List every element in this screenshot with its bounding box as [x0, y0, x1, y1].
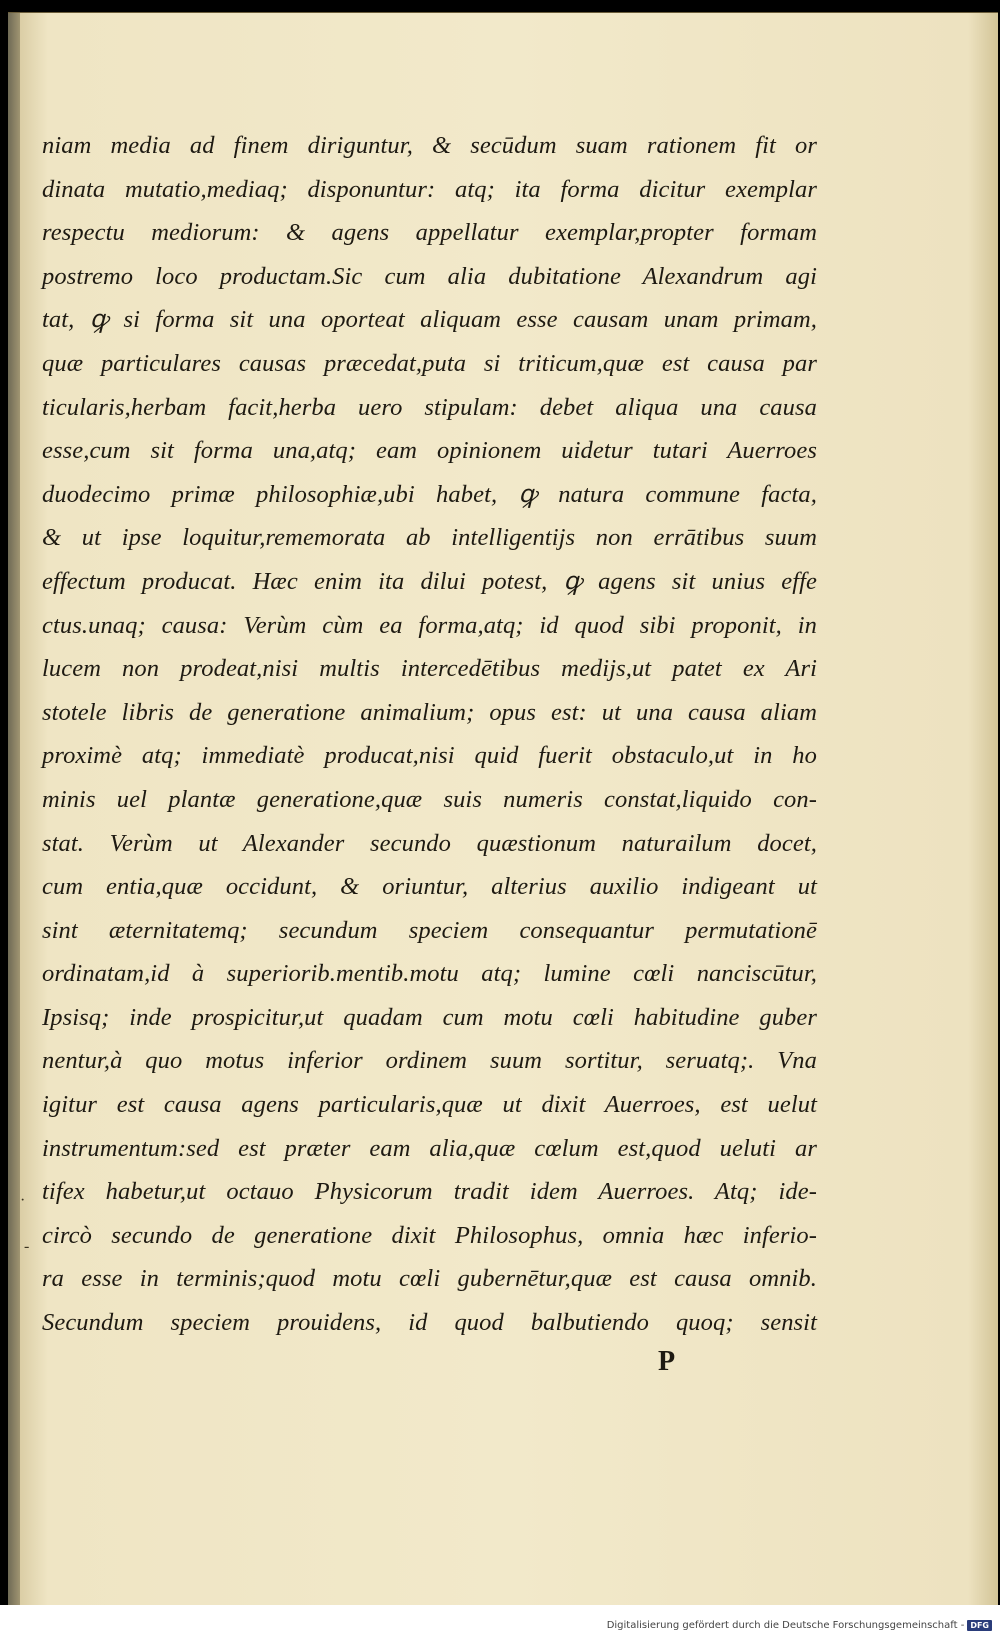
text-line: instrumentum:sed est præter eam alia,quæ cœlum est,quod ueluti ar — [42, 1134, 817, 1162]
text-line: duodecimo primæ philosophiæ,ubi habet, ꝙ natura commune facta, — [42, 480, 817, 508]
text-line: ctus.unaq; causa: Verùm cùm ea forma,atq; id quod sibi proponit, in — [42, 611, 817, 639]
funding-note: Digitalisierung gefördert durch die Deutsche Forschungsgemeinschaft - — [606, 1620, 965, 1631]
text-line: niam media ad finem diriguntur, & secūdum suam rationem fit or — [42, 132, 817, 159]
text-line: ra esse in terminis;quod motu cœli gubernētur,quæ est causa omnib. — [42, 1265, 817, 1293]
text-line: stotele libris de generatione animalium; opus est: ut una causa aliam — [42, 698, 817, 726]
text-line: circò secundo de generatione dixit Philosophus, omnia hæc inferio- — [42, 1221, 817, 1249]
text-line: effectum producat. Hæc enim ita dilui potest, ꝙ agens sit unius effe — [42, 567, 817, 595]
text-line: proximè atq; immediatè producat,nisi quid fuerit obstaculo,ut in ho — [42, 742, 817, 770]
text-line: respectu mediorum: & agens appellatur exemplar,propter formam — [42, 219, 817, 247]
margin-dot: · — [20, 1192, 26, 1209]
text-line: nentur,à quo motus inferior ordinem suum sortitur, seruatq;. Vna — [42, 1047, 817, 1075]
text-line: igitur est causa agens particularis,quæ ut dixit Auerroes, est uelut — [42, 1091, 817, 1119]
text-line: cum entia,quæ occidunt, & oriuntur, alterius auxilio indigeant ut — [42, 873, 817, 901]
text-line: ordinatam,id à superiorib.mentib.motu atq; lumine cœli nanciscūtur, — [42, 960, 817, 988]
footer-credit — [607, 1620, 992, 1631]
body-text — [42, 124, 817, 1345]
text-line: tifex habetur,ut octauo Physicorum tradit idem Auerroes. Atq; ide- — [42, 1178, 817, 1206]
text-line: ticularis,herbam facit,herba uero stipulam: debet aliqua una causa — [42, 393, 817, 421]
page-gutter — [8, 13, 20, 1605]
text-line: minis uel plantæ generatione,quæ suis numeris constat,liquido con- — [42, 785, 817, 813]
text-line: postremo loco productam.Sic cum alia dubitatione Alexandrum agi — [42, 262, 817, 290]
text-line: lucem non prodeat,nisi multis intercedētibus medijs,ut patet ex Ari — [42, 655, 817, 683]
text-line: esse,cum sit forma una,atq; eam opinionem uidetur tutari Auerroes — [42, 437, 817, 465]
text-line: sint æternitatemq; secundum speciem consequantur permutationē — [42, 916, 817, 944]
text-line: quæ particulares causas præcedat,puta si triticum,quæ est causa par — [42, 349, 817, 377]
text-line: Ipsisq; inde prospicitur,ut quadam cum motu cœli habitudine guber — [42, 1003, 817, 1031]
text-line: stat. Verùm ut Alexander secundo quæstionum naturailum docet, — [42, 829, 817, 857]
dfg-logo[interactable]: DFG — [967, 1620, 992, 1631]
text-line: & ut ipse loquitur,rememorata ab intelligentijs non errātibus suum — [42, 524, 817, 552]
signature-mark: P — [658, 1346, 676, 1377]
text-line: Secundum speciem prouidens, id quod balbutiendo quoq; sensit — [42, 1309, 817, 1337]
margin-dash: - — [24, 1238, 30, 1255]
text-line: tat, ꝙ si forma sit una oporteat aliquam esse causam unam primam, — [42, 306, 817, 334]
text-line: dinata mutatio,mediaq; disponuntur: atq; ita forma dicitur exemplar — [42, 175, 817, 203]
